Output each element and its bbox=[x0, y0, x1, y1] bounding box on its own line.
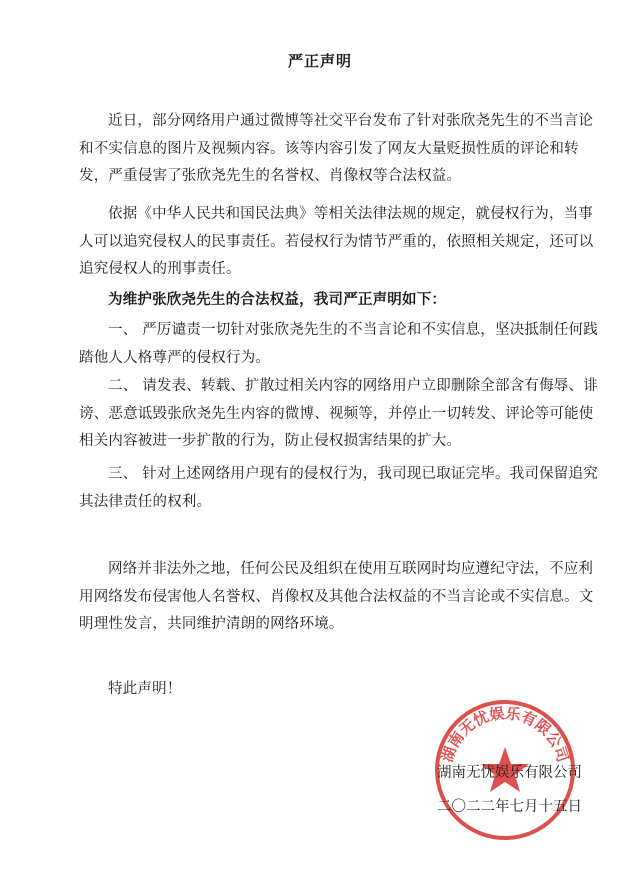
company-signature: 湖南无忧娱乐有限公司 bbox=[437, 765, 582, 781]
paragraph-closing-text: 网络并非法外之地，任何公民及组织在使用互联网时均应遵纪守法，不应利用网络发布侵害他人名誉权、肖像权及其他合法权益的不当言论或不实信息。文明理性发言，共同维护清朗的网络环境。 bbox=[79, 561, 594, 632]
declaration-item-3 bbox=[79, 461, 599, 516]
declaration-item-3-text: 三、 针对上述网络用户现有的侵权行为，我司现已取证完毕。我司保留追究其法律责任的权利。 bbox=[79, 466, 598, 510]
paragraph-intro bbox=[79, 108, 599, 191]
declaration-item-1 bbox=[79, 317, 599, 372]
declaration-heading-text: 为维护张欣尧先生的合法权益，我司严正声明如下： bbox=[108, 291, 447, 308]
seal-text: 湖南无忧娱乐有限公司 bbox=[438, 704, 572, 765]
hereby-declare-text: 特此声明！ bbox=[108, 681, 182, 697]
declaration-item-1-text: 一、 严厉谴责一切针对张欣尧先生的不当言论和不实信息，坚决抵制任何践踏他人人格尊严的侵权行为。 bbox=[79, 322, 598, 366]
paragraph-legal-basis-text: 依据《中华人民共和国民法典》等相关法律法规的规定，就侵权行为，当事人可以追究侵权人的民事责任。若侵权行为情节严重的，依照相关规定，还可以追究侵权人的刑事责任。 bbox=[79, 206, 594, 277]
signature-date: 二〇二二年七月十五日 bbox=[437, 799, 582, 815]
page-title: 严正声明 bbox=[287, 52, 352, 70]
paragraph-intro-text: 近日，部分网络用户通过微博等社交平台发布了针对张欣尧先生的不当言论和不实信息的图片及视频内容。该等内容引发了网友大量贬损性质的评论和转发，严重侵害了张欣尧先生的名誉权、肖像权等合法权益。 bbox=[79, 113, 594, 184]
declaration-item-2 bbox=[79, 373, 599, 456]
declaration-item-2-text: 二、 请发表、转载、扩散过相关内容的网络用户立即删除全部含有侮辱、诽谤、恶意诋毁张欣尧先生内容的微博、视频等，并停止一切转发、评论等可能使相关内容被进一步扩散的行为，防止侵权损害结果的扩大。 bbox=[79, 378, 598, 449]
paragraph-closing bbox=[79, 556, 599, 639]
paragraph-declaration-heading bbox=[79, 286, 599, 314]
paragraph-legal-basis bbox=[79, 201, 599, 284]
